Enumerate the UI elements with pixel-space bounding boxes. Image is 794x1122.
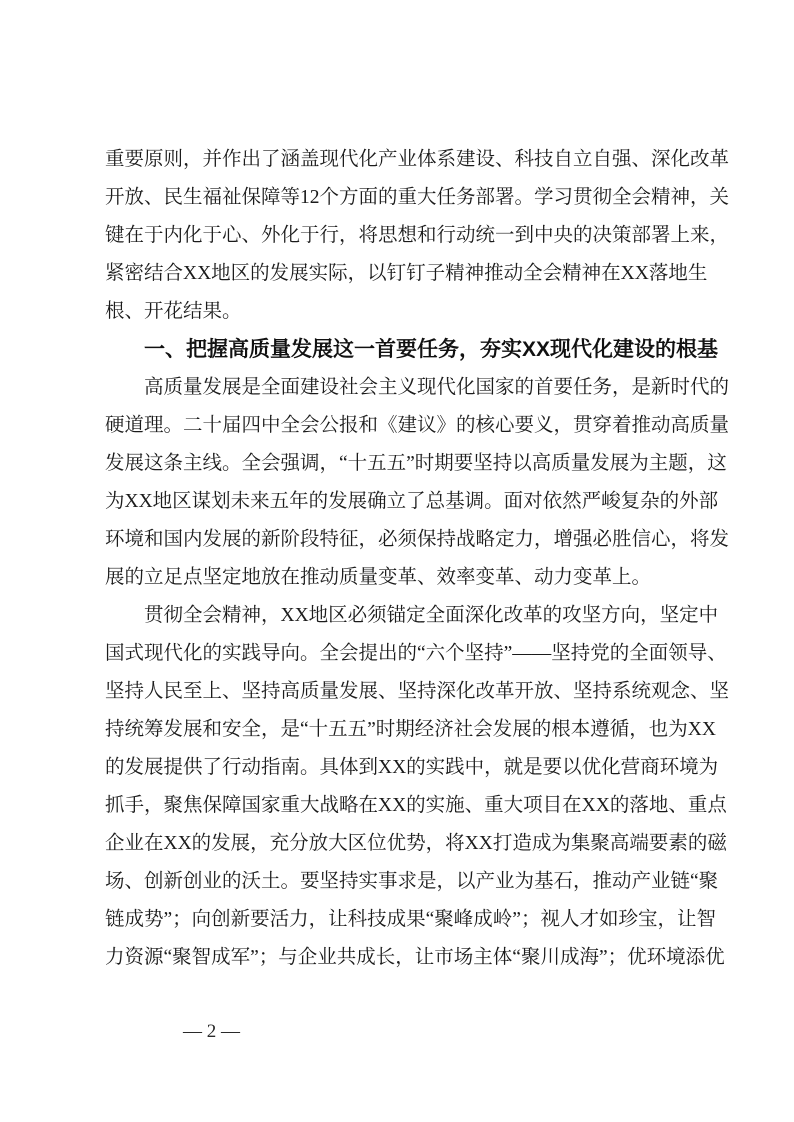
- text-line: 持统筹发展和安全，是“十五五”时期经济社会发展的根本遵循，也为XX: [105, 719, 716, 740]
- section-heading: 一、把握高质量发展这一首要任务，夯实XX现代化建设的根基: [144, 338, 719, 361]
- text-line: 开放、民生福祉保障等12个方面的重大任务部署。学习贯彻全会精神，关: [105, 187, 730, 208]
- text-line: 环境和国内发展的新阶段特征，必须保持战略定力，增强必胜信心，将发: [105, 529, 730, 550]
- text-line: 发展这条主线。全会强调，“十五五”时期要坚持以高质量发展为主题，这: [105, 453, 727, 474]
- text-line: 硬道理。二十届四中全会公报和《建议》的核心要义，贯穿着推动高质量: [105, 415, 730, 436]
- text-line: 的发展提供了行动指南。具体到XX的实践中，就是要以优化营商环境为: [105, 757, 719, 778]
- text-line: 紧密结合XX地区的发展实际，以钉钉子精神推动全会精神在XX落地生: [105, 263, 708, 284]
- text-line: 高质量发展是全面建设社会主义现代化国家的首要任务，是新时代的: [144, 377, 730, 398]
- text-line: 展的立足点坚定地放在推动质量变革、效率变革、动力变革上。: [105, 567, 652, 588]
- document-body: [105, 141, 730, 977]
- page-number: — 2 —: [183, 1021, 240, 1042]
- text-line: 重要原则，并作出了涵盖现代化产业体系建设、科技自立自强、深化改革: [105, 149, 730, 170]
- text-line: 抓手，聚焦保障国家重大战略在XX的实施、重大项目在XX的落地、重点: [105, 795, 727, 816]
- text-line: 力资源“聚智成军”；与企业共成长，让市场主体“聚川成海”；优环境添优: [105, 947, 725, 968]
- text-line: 根、开花结果。: [105, 301, 242, 322]
- text-line: 坚持人民至上、坚持高质量发展、坚持深化改革开放、坚持系统观念、坚: [105, 681, 730, 702]
- text-line: 企业在XX的发展，充分放大区位优势，将XX打造成为集聚高端要素的磁: [105, 833, 727, 854]
- text-line: 贯彻全会精神，XX地区必须锚定全面深化改革的攻坚方向，坚定中: [144, 605, 719, 626]
- text-line: 国式现代化的实践导向。全会提出的“六个坚持”——坚持党的全面领导、: [105, 643, 727, 664]
- text-line: 键在于内化于心、外化于行，将思想和行动统一到中央的决策部署上来，: [105, 225, 730, 246]
- text-line: 为XX地区谋划未来五年的发展确立了总基调。面对依然严峻复杂的外部: [105, 491, 719, 512]
- text-line: 场、创新创业的沃土。要坚持实事求是，以产业为基石，推动产业链“聚: [105, 871, 719, 892]
- text-line: 链成势”；向创新要活力，让科技成果“聚峰成岭”；视人才如珍宝，让智: [105, 909, 716, 930]
- page-footer: [183, 1013, 240, 1051]
